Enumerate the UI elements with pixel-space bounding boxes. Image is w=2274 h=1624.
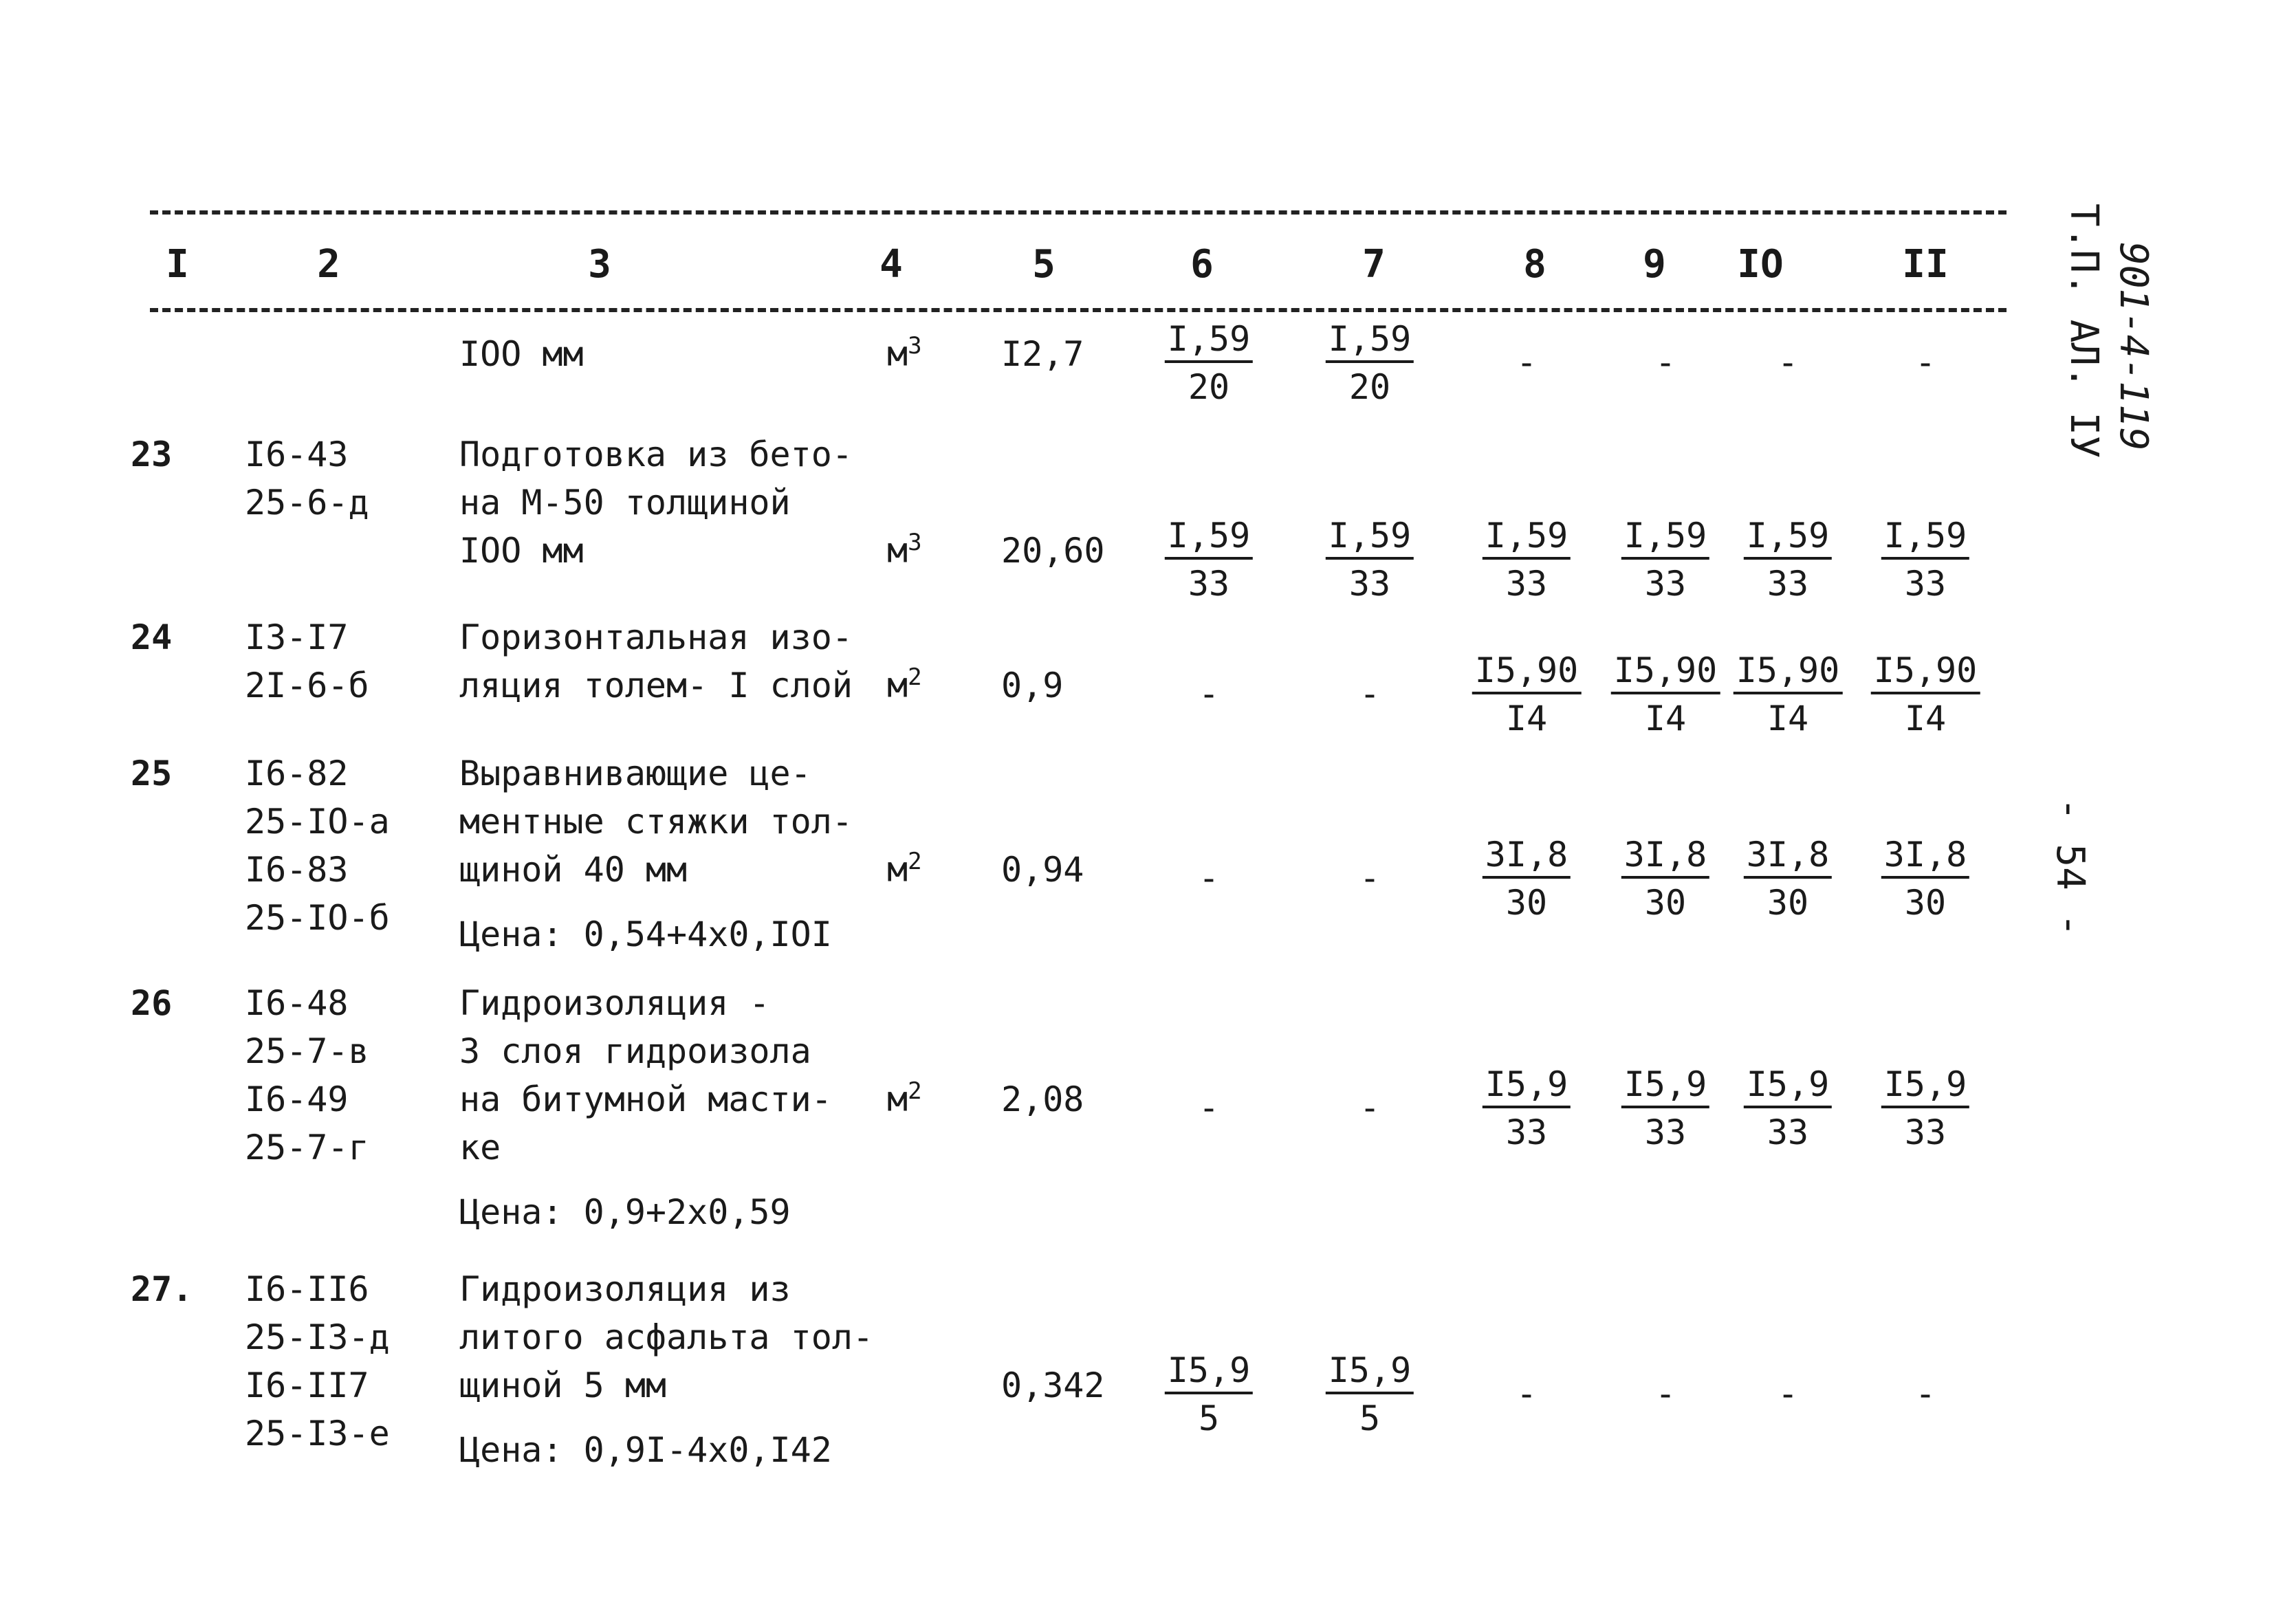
unit-of-measure xyxy=(887,332,922,374)
price-note: Цена: 0,9+2х0,59 xyxy=(459,1192,791,1232)
fraction-numerator: 3I,8 xyxy=(1483,837,1571,879)
value-fraction xyxy=(1326,319,1414,407)
quantity: 0,94 xyxy=(1001,850,1084,890)
value-fraction xyxy=(1621,516,1709,604)
fraction-numerator: I5,9 xyxy=(1483,1067,1571,1108)
empty-cell-dash: - xyxy=(1654,1374,1676,1414)
fraction-numerator: I,59 xyxy=(1744,518,1832,560)
unit-of-measure xyxy=(887,848,922,890)
value-fraction xyxy=(1326,1350,1414,1438)
fraction-denominator: I4 xyxy=(1644,699,1687,738)
column-header: 6 xyxy=(1190,242,1214,287)
fraction-denominator: I4 xyxy=(1505,699,1548,738)
unit-power: 3 xyxy=(908,529,922,556)
fraction-denominator: 33 xyxy=(1904,1112,1947,1152)
value-fraction xyxy=(1621,1064,1709,1152)
fraction-numerator: I5,90 xyxy=(1611,653,1720,694)
empty-cell-dash: - xyxy=(1359,674,1381,714)
value-fraction xyxy=(1165,516,1253,604)
fraction-numerator: I,59 xyxy=(1326,322,1414,363)
fraction-numerator: I5,90 xyxy=(1871,653,1980,694)
norm-code: I6-48 xyxy=(245,983,349,1023)
value-fraction xyxy=(1744,1064,1832,1152)
column-header: II xyxy=(1902,242,1949,287)
norm-code: 25-7-в xyxy=(245,1031,369,1071)
fraction-denominator: 33 xyxy=(1767,564,1809,604)
header-bottom-rule xyxy=(150,308,2007,312)
norm-code: I6-II6 xyxy=(245,1269,369,1309)
column-header: 9 xyxy=(1643,242,1666,287)
unit-power: 2 xyxy=(908,1077,922,1105)
fraction-numerator: I5,9 xyxy=(1165,1353,1253,1394)
work-description: Горизонтальная изо- xyxy=(459,617,853,657)
column-header: 8 xyxy=(1523,242,1546,287)
fraction-denominator: 5 xyxy=(1198,1398,1220,1438)
work-description: IOO мм xyxy=(459,531,584,571)
value-fraction xyxy=(1611,650,1720,738)
fraction-numerator: I5,9 xyxy=(1881,1067,1969,1108)
fraction-numerator: 3I,8 xyxy=(1744,837,1832,879)
norm-code: I6-43 xyxy=(245,435,349,474)
empty-cell-dash: - xyxy=(1359,858,1381,898)
value-fraction xyxy=(1881,1064,1969,1152)
norm-code: 25-IO-б xyxy=(245,898,390,938)
norm-code: 25-I3-д xyxy=(245,1317,390,1357)
norm-code: I3-I7 xyxy=(245,617,349,657)
unit-of-measure xyxy=(887,663,922,705)
header-top-rule xyxy=(150,210,2007,215)
value-fraction xyxy=(1326,516,1414,604)
fraction-denominator: 30 xyxy=(1767,883,1809,923)
column-header: 2 xyxy=(317,242,340,287)
empty-cell-dash: - xyxy=(1198,674,1220,714)
empty-cell-dash: - xyxy=(1516,1374,1538,1414)
row-number: 27. xyxy=(131,1269,193,1309)
value-fraction xyxy=(1871,650,1980,738)
work-description: щиной 5 мм xyxy=(459,1365,667,1405)
column-header: 7 xyxy=(1362,242,1386,287)
value-fraction xyxy=(1483,516,1571,604)
unit-of-measure xyxy=(887,529,922,571)
work-description: литого асфальта тол- xyxy=(459,1317,874,1357)
column-header: 4 xyxy=(879,242,903,287)
row-number: 25 xyxy=(131,754,173,793)
value-fraction xyxy=(1483,1064,1571,1152)
unit-power: 2 xyxy=(908,663,922,691)
fraction-numerator: I5,9 xyxy=(1744,1067,1832,1108)
fraction-denominator: 33 xyxy=(1505,1112,1548,1152)
column-header: IO xyxy=(1737,242,1784,287)
work-description: щиной 40 мм xyxy=(459,850,688,890)
norm-code: 25-IO-а xyxy=(245,802,390,842)
fraction-numerator: I5,90 xyxy=(1734,653,1843,694)
work-description: Гидроизоляция из xyxy=(459,1269,791,1309)
fraction-denominator: 30 xyxy=(1505,883,1548,923)
side-code-label: Т.П. АЛ. IУ xyxy=(2062,204,2106,459)
work-description: на битумной масти- xyxy=(459,1079,832,1119)
value-fraction xyxy=(1734,650,1843,738)
value-fraction xyxy=(1483,835,1571,923)
quantity: I2,7 xyxy=(1001,334,1084,374)
work-description: Выравнивающие це- xyxy=(459,754,811,793)
fraction-numerator: I5,9 xyxy=(1326,1353,1414,1394)
norm-code: I6-82 xyxy=(245,754,349,793)
fraction-numerator: 3I,8 xyxy=(1621,837,1709,879)
fraction-numerator: I,59 xyxy=(1881,518,1969,560)
row-number: 24 xyxy=(131,617,173,657)
empty-cell-dash: - xyxy=(1914,342,1936,382)
value-fraction xyxy=(1744,835,1832,923)
norm-code: 25-6-д xyxy=(245,483,369,523)
row-number: 23 xyxy=(131,435,173,474)
empty-cell-dash: - xyxy=(1198,858,1220,898)
fraction-denominator: 33 xyxy=(1904,564,1947,604)
fraction-numerator: 3I,8 xyxy=(1881,837,1969,879)
empty-cell-dash: - xyxy=(1516,342,1538,382)
empty-cell-dash: - xyxy=(1359,1088,1381,1128)
value-fraction xyxy=(1621,835,1709,923)
unit-of-measure xyxy=(887,1079,922,1117)
value-fraction xyxy=(1472,650,1582,738)
fraction-denominator: I4 xyxy=(1904,699,1947,738)
norm-code: 2I-6-б xyxy=(245,666,369,705)
fraction-numerator: I,59 xyxy=(1165,322,1253,363)
unit-base: м xyxy=(887,530,908,571)
fraction-denominator: 33 xyxy=(1188,564,1230,604)
fraction-denominator: 33 xyxy=(1644,564,1687,604)
work-description: Гидроизоляция - xyxy=(459,983,770,1023)
empty-cell-dash: - xyxy=(1777,1374,1799,1414)
norm-code: I6-II7 xyxy=(245,1365,369,1405)
value-fraction xyxy=(1881,835,1969,923)
price-note: Цена: 0,54+4х0,IOI xyxy=(459,914,832,954)
column-header: I xyxy=(166,242,189,287)
quantity: 0,342 xyxy=(1001,1365,1105,1405)
fraction-numerator: I5,90 xyxy=(1472,653,1582,694)
fraction-numerator: I,59 xyxy=(1483,518,1571,560)
fraction-denominator: 33 xyxy=(1348,564,1391,604)
work-description: 3 слоя гидроизола xyxy=(459,1031,811,1071)
row-number: 26 xyxy=(131,983,173,1023)
side-page-marker: - 54 - xyxy=(2048,798,2092,937)
price-note: Цена: 0,9I-4х0,I42 xyxy=(459,1430,832,1470)
column-header: 3 xyxy=(588,242,611,287)
fraction-numerator: I,59 xyxy=(1621,518,1709,560)
norm-code: 25-I3-е xyxy=(245,1414,390,1453)
work-description: IOO мм xyxy=(459,334,584,374)
work-description: ментные стяжки тол- xyxy=(459,802,853,842)
norm-code: 25-7-г xyxy=(245,1128,369,1167)
norm-code: I6-49 xyxy=(245,1079,349,1119)
fraction-denominator: 20 xyxy=(1348,367,1391,407)
fraction-denominator: 20 xyxy=(1188,367,1230,407)
empty-cell-dash: - xyxy=(1198,1088,1220,1128)
work-description: ке xyxy=(459,1128,501,1167)
fraction-numerator: I,59 xyxy=(1326,518,1414,560)
column-header: 5 xyxy=(1032,242,1056,287)
work-description: на М-50 толщиной xyxy=(459,483,791,523)
unit-base: м xyxy=(887,665,908,705)
fraction-numerator: I,59 xyxy=(1165,518,1253,560)
value-fraction xyxy=(1165,1350,1253,1438)
fraction-denominator: 33 xyxy=(1644,1112,1687,1152)
empty-cell-dash: - xyxy=(1654,342,1676,382)
empty-cell-dash: - xyxy=(1914,1374,1936,1414)
fraction-numerator: I5,9 xyxy=(1621,1067,1709,1108)
unit-base: м xyxy=(887,333,908,374)
value-fraction xyxy=(1744,516,1832,604)
empty-cell-dash: - xyxy=(1777,342,1799,382)
fraction-denominator: 5 xyxy=(1359,1398,1381,1438)
unit-power: 2 xyxy=(908,848,922,875)
quantity: 2,08 xyxy=(1001,1079,1084,1119)
side-document-number: 901-4-119 xyxy=(2111,242,2156,451)
unit-base: м xyxy=(887,1079,908,1119)
fraction-denominator: 33 xyxy=(1767,1112,1809,1152)
fraction-denominator: 33 xyxy=(1505,564,1548,604)
unit-base: м xyxy=(887,849,908,890)
unit-power: 3 xyxy=(908,332,922,360)
fraction-denominator: 30 xyxy=(1904,883,1947,923)
work-description: Подготовка из бето- xyxy=(459,435,853,474)
value-fraction xyxy=(1165,319,1253,407)
work-description: ляция толем- I слой xyxy=(459,666,853,705)
quantity: 0,9 xyxy=(1001,666,1064,705)
quantity: 20,60 xyxy=(1001,531,1105,571)
value-fraction xyxy=(1881,516,1969,604)
fraction-denominator: 30 xyxy=(1644,883,1687,923)
fraction-denominator: I4 xyxy=(1767,699,1809,738)
norm-code: I6-83 xyxy=(245,850,349,890)
